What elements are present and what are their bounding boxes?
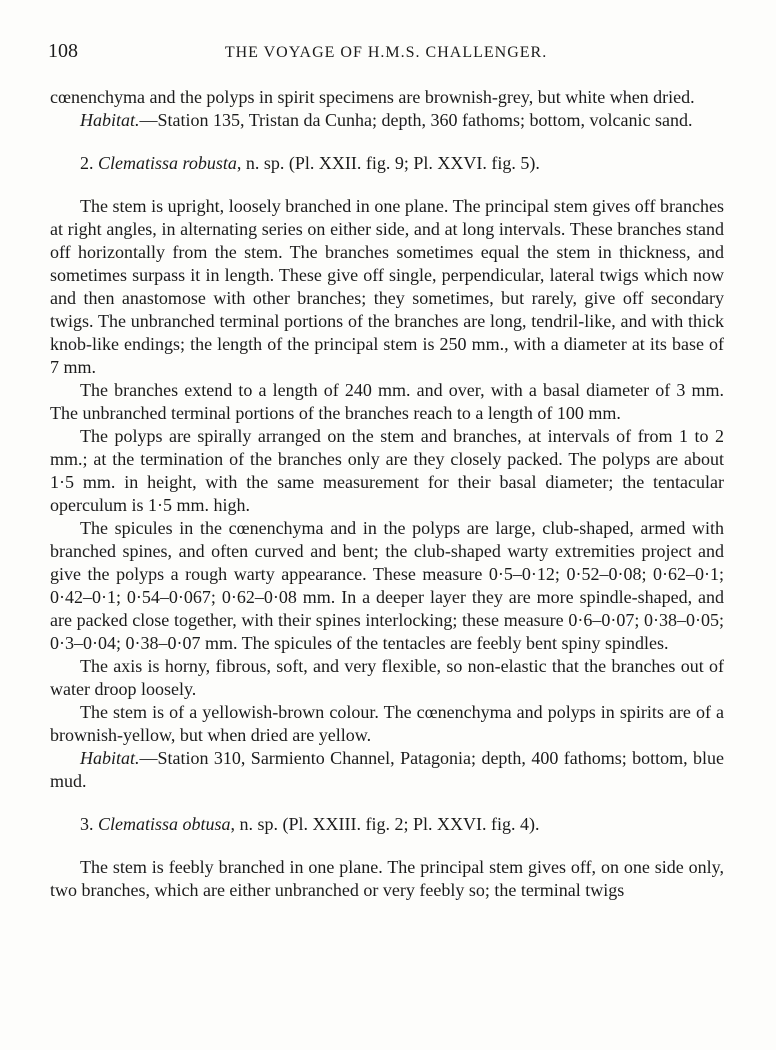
species-heading (50, 152, 724, 175)
page-body (50, 86, 724, 902)
page-header (48, 40, 724, 66)
running-title: THE VOYAGE OF H.M.S. CHALLENGER. (224, 44, 548, 61)
species-name: Clematissa robusta (98, 153, 237, 173)
description-paragraph: The axis is horny, fibrous, soft, and very flexible, so non-elastic that the branches out of water droop loosely. (50, 656, 724, 699)
species-name: Clematissa obtusa (98, 814, 231, 834)
habitat-paragraph (50, 109, 724, 132)
description-paragraph: The stem is of a yellowish-brown colour. The cœnenchyma and polyps in spirits are of a brownish-yellow, but when dried are yellow. (50, 702, 724, 745)
species-reference: , n. sp. (Pl. XXIII. fig. 2; Pl. XXVI. fig. 4). (230, 814, 540, 834)
description-paragraph: The stem is upright, loosely branched in one plane. The principal stem gives off branches at right angles, in alternating series on either side, and at long intervals. These branches stand off horizontally from the stem. The branches sometimes equal the stem in thickness, and sometimes surpass it in length. These give off single, perpendicular, lateral twigs which now and then anastomose with other branches; they sometimes, but rarely, give off secondary twigs. The unbranched terminal portions of the branches are long, tendril-like, and with thick knob-like endings; the length of the principal stem is 250 mm., with a diameter at its base of 7 mm. (50, 196, 724, 377)
continuation-paragraph: cœnenchyma and the polyps in spirit specimens are brownish-grey, but white when dried. (50, 87, 695, 107)
species-heading (50, 813, 724, 836)
habitat-text: —Station 310, Sarmiento Channel, Patagonia; depth, 400 fathoms; bottom, blue mud. (50, 748, 724, 791)
description-paragraph: The spicules in the cœnenchyma and in the polyps are large, club-shaped, armed with branched spines, and often curved and bent; the club-shaped warty extremities project and give the polyps a rough warty appearance. These measure 0·5–0·12; 0·52–0·08; 0·62–0·1; 0·42–0·1; 0·54–0·067; 0·62–0·08 mm. In a deeper layer they are more spindle-shaped, and are packed close together, with their spines interlocking; these measure 0·6–0·07; 0·38–0·05; 0·3–0·04; 0·38–0·07 mm. The spicules of the tentacles are feebly bent spiny spindles. (50, 518, 724, 653)
habitat-paragraph (50, 747, 724, 793)
description-paragraph: The polyps are spirally arranged on the stem and branches, at intervals of from 1 to 2 mm.; at the termination of the branches only are they closely packed. The polyps are about 1·5 mm. in height, with the same measurement for their basal diameter; the tentacular operculum is 1·5 mm. high. (50, 426, 724, 515)
habitat-text: —Station 135, Tristan da Cunha; depth, 360 fathoms; bottom, volcanic sand. (139, 110, 693, 130)
species-number: 3. (80, 814, 94, 834)
habitat-label: Habitat. (80, 110, 140, 130)
species-reference: , n. sp. (Pl. XXII. fig. 9; Pl. XXVI. fig. 5). (236, 153, 540, 173)
habitat-label: Habitat. (80, 748, 140, 768)
description-paragraph: The stem is feebly branched in one plane. The principal stem gives off, on one side only, two branches, which are either unbranched or very feebly so; the terminal twigs (50, 857, 724, 900)
page-number: 108 (48, 40, 78, 62)
species-number: 2. (80, 153, 94, 173)
description-paragraph: The branches extend to a length of 240 mm. and over, with a basal diameter of 3 mm. The unbranched terminal portions of the branches reach to a length of 100 mm. (50, 380, 724, 423)
